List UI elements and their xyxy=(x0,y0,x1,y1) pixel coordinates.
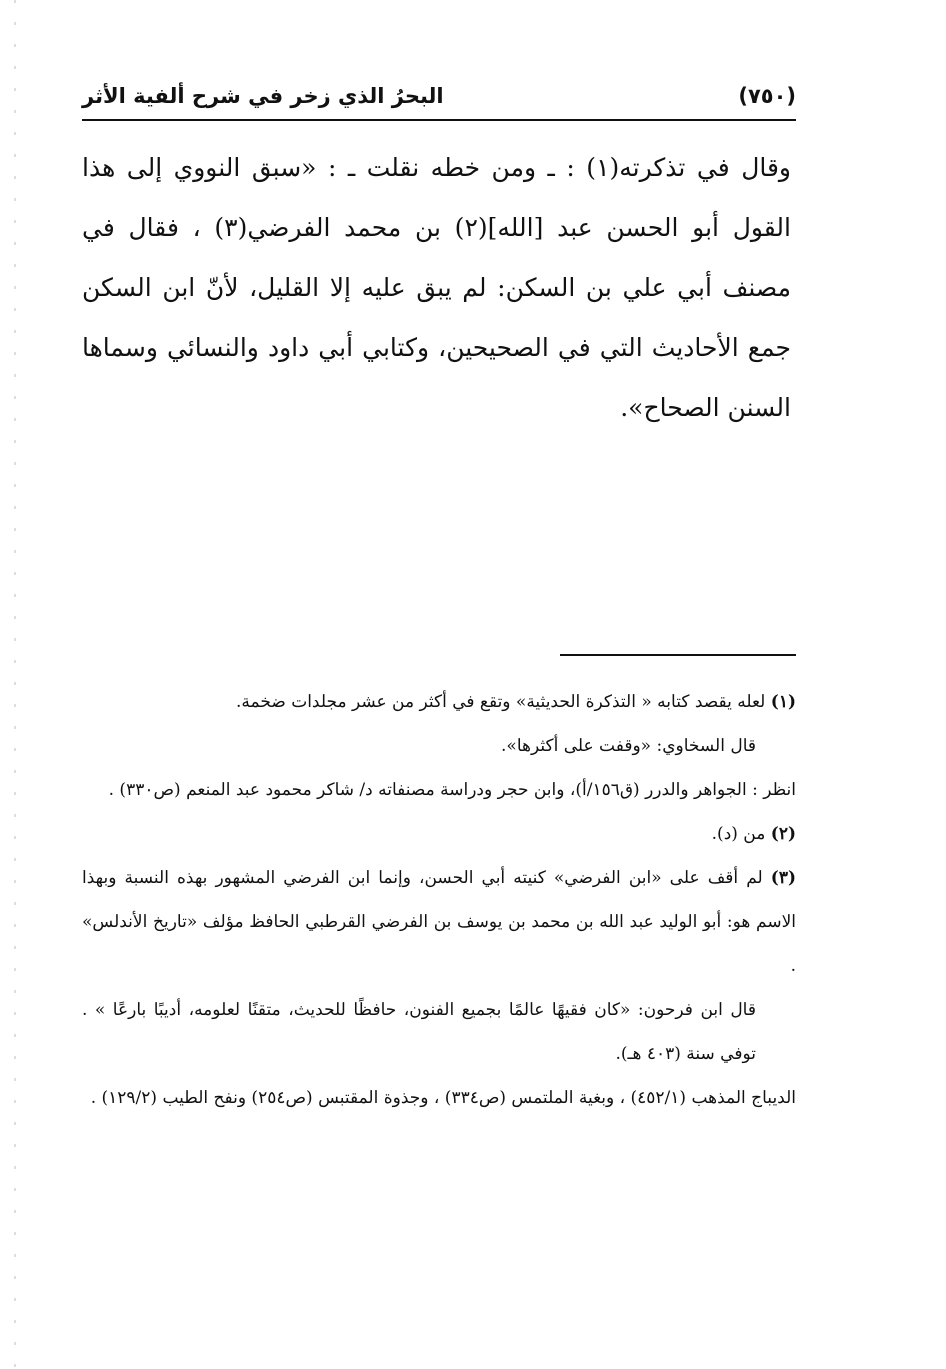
footnote-3-text: لم أقف على «ابن الفرضي» كنيته أبي الحسن، وإنما ابن الفرضي المشهور بهذه النسبة وبهذا الاسم هو: أبو الوليد عبد الله بن محمد بن يوسف بن الفرضي القرطبي الحافظ مؤلف «تاريخ الأندلس» . xyxy=(82,868,796,976)
footnote-1 xyxy=(82,680,796,724)
main-paragraph: وقال في تذكرته(١) : ـ ومن خطه نقلت ـ : «سبق النووي إلى هذا القول أبو الحسن عبد [الله](٢) بن محمد الفرضي(٣) ، فقال في مصنف أبي علي بن السكن: لم يبق عليه إلا القليل، لأنّ ابن السكن جمع الأحاديث التي في الصحيحين، وكتابي أبي داود والنسائي وسماها السنن الصحاح». xyxy=(82,153,791,422)
main-text xyxy=(82,138,791,438)
running-title: البحرُ الذي زخر في شرح ألفية الأثر xyxy=(82,84,444,108)
footnote-1-line3: انظر : الجواهر والدرر (ق١٥٦/أ)، وابن حجر ودراسة مصنفاته د/ شاكر محمود عبد المنعم (ص٣٣٠) . xyxy=(108,780,796,800)
scan-edge-artifact xyxy=(14,0,16,1369)
footnote-1-text: لعله يقصد كتابه « التذكرة الحديثية» وتقع في أكثر من عشر مجلدات ضخمة. xyxy=(236,692,766,712)
header-divider xyxy=(82,119,796,121)
footnote-3-line3: الديباج المذهب (٤٥٢/١) ، وبغية الملتمس (ص٣٣٤) ، وجذوة المقتبس (ص٢٥٤) ونفح الطيب (١٢٩/٢) . xyxy=(90,1088,796,1108)
footnote-2-text: من (د). xyxy=(711,824,766,844)
footnote-2-number: (٢) xyxy=(770,824,796,844)
footnote-1-line2: قال السخاوي: «وقفت على أكثرها». xyxy=(501,736,756,756)
footnote-3-line2: قال ابن فرحون: «كان فقيهًا عالمًا بجميع الفنون، حافظًا للحديث، متقنًا لعلومه، أديبًا بارعًا » . توفي سنة (٤٠٣ هـ). xyxy=(82,1000,756,1064)
footnote-3 xyxy=(82,856,796,988)
footnote-3-number: (٣) xyxy=(770,868,797,888)
footnotes xyxy=(82,680,796,1120)
page-header xyxy=(82,78,796,118)
footnote-2 xyxy=(82,812,796,856)
footnote-1-number: (١) xyxy=(770,692,796,712)
page-number: (٧٥٠) xyxy=(738,84,796,108)
footnote-divider xyxy=(560,654,796,656)
